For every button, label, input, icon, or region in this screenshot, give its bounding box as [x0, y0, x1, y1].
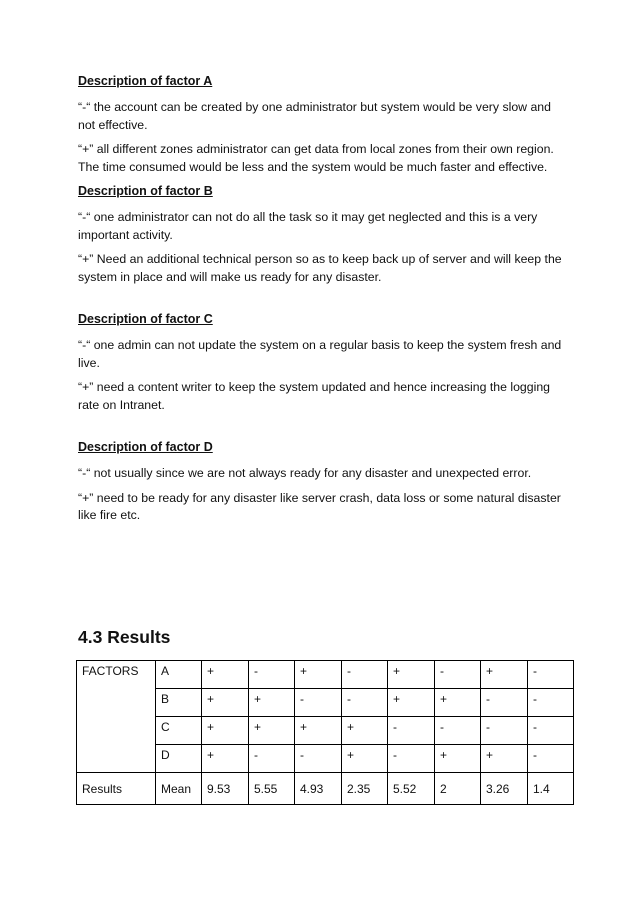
mean-value-cell: 1.4	[528, 773, 574, 805]
factors-label-cell: FACTORS	[77, 661, 156, 773]
factor-cell: B	[156, 689, 202, 717]
factor-a-heading: Description of factor A	[78, 74, 213, 88]
factor-b-plus: “+” Need an additional technical person so as to keep back up of server and will keep the system in place and will make us ready for any disaster.	[78, 252, 562, 284]
sign-cell: -	[388, 745, 435, 773]
factor-b-heading: Description of factor B	[78, 184, 213, 198]
factor-a-plus: “+” all different zones administrator can get data from local zones from their own region. The time consumed would be less and the system would be much faster and effective.	[78, 142, 554, 174]
sign-cell: +	[388, 661, 435, 689]
sign-cell: +	[435, 689, 481, 717]
factor-a-minus: “-“ the account can be created by one administrator but system would be very slow and not effective.	[78, 100, 551, 132]
sign-cell: +	[342, 745, 388, 773]
factor-cell: A	[156, 661, 202, 689]
sign-cell: +	[249, 689, 295, 717]
sign-cell: +	[481, 745, 528, 773]
mean-value-cell: 9.53	[202, 773, 249, 805]
sign-cell: -	[435, 661, 481, 689]
sign-cell: +	[295, 661, 342, 689]
sign-cell: -	[342, 689, 388, 717]
sign-cell: -	[528, 661, 574, 689]
sign-cell: +	[342, 717, 388, 745]
factor-c-heading: Description of factor C	[78, 312, 213, 326]
factor-d-plus: “+” need to be ready for any disaster like server crash, data loss or some natural disaster like fire etc.	[78, 490, 561, 522]
sign-cell: -	[249, 661, 295, 689]
table-row-results	[77, 773, 574, 805]
mean-value-cell: 2.35	[342, 773, 388, 805]
sign-cell: +	[202, 717, 249, 745]
factor-c-plus: “+” need a content writer to keep the system updated and hence increasing the logging rate on Intranet.	[78, 380, 551, 412]
factor-b-minus: “-“ one administrator can not do all the task so it may get neglected and this is a very important activity.	[78, 210, 538, 242]
factor-c-minus: “-“ one admin can not update the system on a regular basis to keep the system fresh and live.	[78, 338, 562, 370]
table-row	[77, 661, 574, 689]
factor-cell: C	[156, 717, 202, 745]
sign-cell: -	[528, 689, 574, 717]
results-label-cell: Results	[77, 773, 156, 805]
sign-cell: +	[202, 689, 249, 717]
document-body	[78, 73, 568, 525]
sign-cell: -	[342, 661, 388, 689]
sign-cell: +	[249, 717, 295, 745]
mean-value-cell: 3.26	[481, 773, 528, 805]
sign-cell: +	[295, 717, 342, 745]
sign-cell: +	[388, 689, 435, 717]
sign-cell: -	[388, 717, 435, 745]
sign-cell: -	[481, 689, 528, 717]
mean-value-cell: 5.55	[249, 773, 295, 805]
mean-label-cell: Mean	[156, 773, 202, 805]
sign-cell: +	[435, 745, 481, 773]
sign-cell: +	[202, 745, 249, 773]
sign-cell: -	[249, 745, 295, 773]
sign-cell: -	[481, 717, 528, 745]
sign-cell: +	[481, 661, 528, 689]
mean-value-cell: 5.52	[388, 773, 435, 805]
results-table	[76, 660, 574, 805]
factor-d-heading: Description of factor D	[78, 440, 213, 454]
factor-d-minus: “-“ not usually since we are not always ready for any disaster and unexpected error.	[78, 466, 532, 480]
sign-cell: -	[295, 689, 342, 717]
sign-cell: -	[528, 717, 574, 745]
sign-cell: +	[202, 661, 249, 689]
factor-cell: D	[156, 745, 202, 773]
mean-value-cell: 2	[435, 773, 481, 805]
sign-cell: -	[435, 717, 481, 745]
sign-cell: -	[295, 745, 342, 773]
mean-value-cell: 4.93	[295, 773, 342, 805]
sign-cell: -	[528, 745, 574, 773]
results-section-title: 4.3 Results	[78, 627, 171, 647]
